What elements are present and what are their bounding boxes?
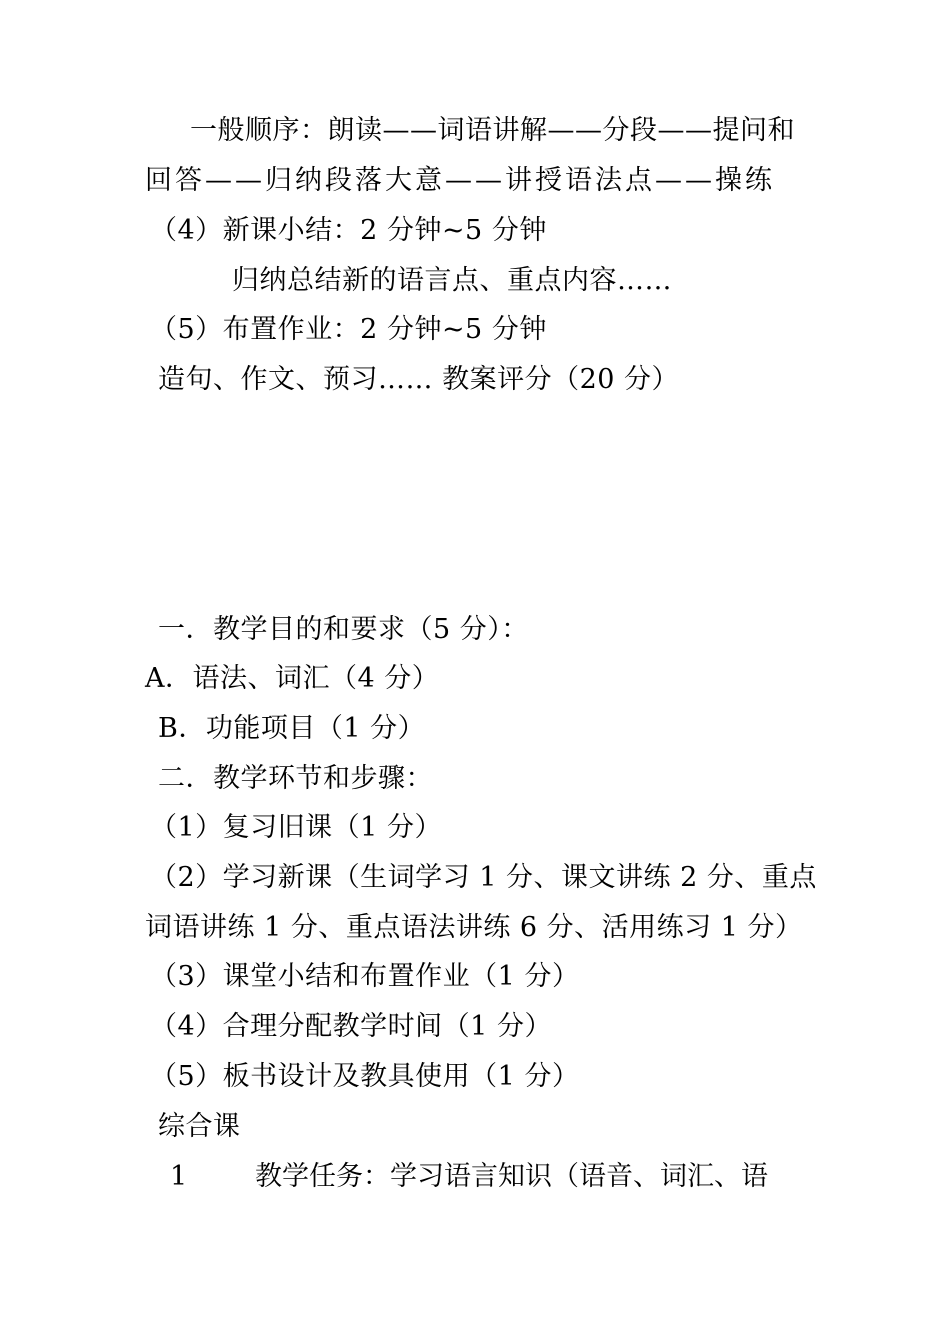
text-line: A．语法、词汇（4 分）	[145, 663, 440, 694]
text-line: 一般顺序：朗读——词语讲解——分段——提问和	[190, 115, 795, 146]
list-item-number: 1	[170, 1161, 188, 1192]
text-line: （5）板书设计及教具使用（1 分）	[150, 1061, 580, 1092]
text-line: （2）学习新课（生词学习 1 分、课文讲练 2 分、重点	[150, 862, 817, 893]
text-line: 造句、作文、预习…… 教案评分（20 分）	[158, 364, 680, 395]
list-item-text: 教学任务：学习语言知识（语音、词汇、语	[255, 1161, 768, 1192]
section-heading: 二．教学环节和步骤：	[158, 763, 433, 794]
section-heading: 一．教学目的和要求（5 分）：	[158, 614, 529, 645]
section-heading: 综合课	[158, 1111, 241, 1142]
text-line: （1）复习旧课（1 分）	[150, 812, 442, 843]
text-line: （4）合理分配教学时间（1 分）	[150, 1011, 552, 1042]
text-line: （5）布置作业：2 分钟~5 分钟	[150, 314, 547, 345]
text-line: 归纳总结新的语言点、重点内容……	[232, 265, 672, 296]
text-line: （4）新课小结：2 分钟~5 分钟	[150, 215, 547, 246]
text-line: B．功能项目（1 分）	[158, 713, 426, 744]
text-line: 回答——归纳段落大意——讲授语法点——操练	[145, 165, 775, 196]
text-line: （3）课堂小结和布置作业（1 分）	[150, 961, 580, 992]
text-line: 词语讲练 1 分、重点语法讲练 6 分、活用练习 1 分）	[145, 912, 803, 943]
